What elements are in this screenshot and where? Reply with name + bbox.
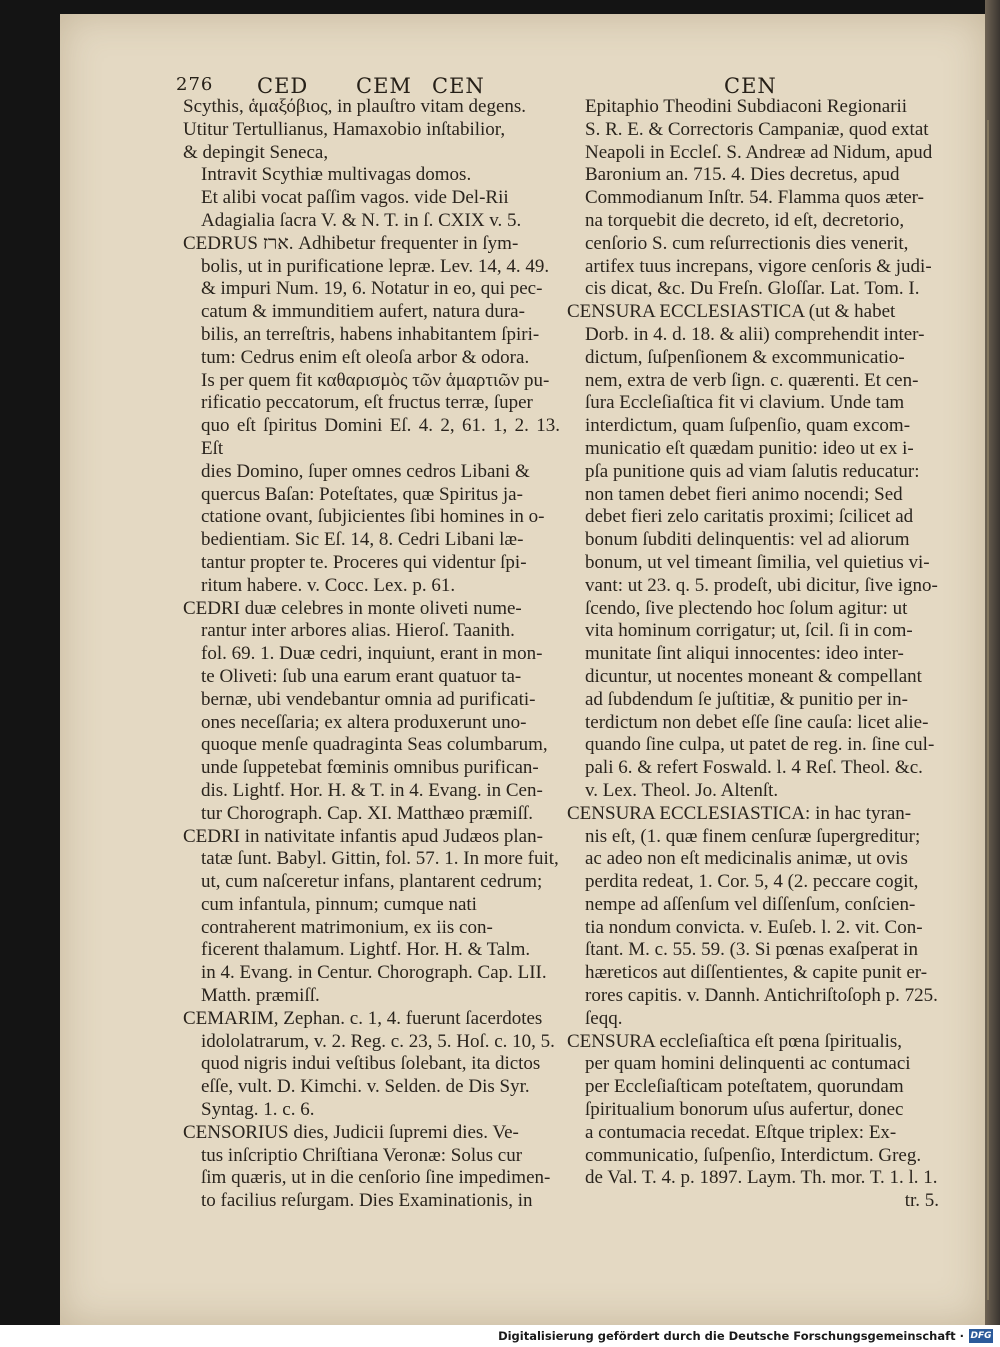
text-line: quod nigris indui veſtibus ſolebant, ita dictos (201, 1053, 541, 1075)
text-line: Matth. præmiſſ. (201, 985, 320, 1007)
text-line: ſtant. M. c. 55. 59. (3. Si pœnas exaſperat in (585, 939, 918, 961)
entry-head-line: CEMARIM, Zephan. c. 1, 4. fuerunt ſacerdotes (183, 1007, 543, 1029)
text-line: rantur inter arbores alias. Hieroſ. Taanith. (201, 620, 515, 642)
text-line: ad ſubdendum ſe juſtitiæ, & punitio per in- (585, 688, 908, 710)
text-line: ctatione ovant, ſubjicientes ſibi homines in o- (201, 506, 545, 528)
digitization-footer (0, 1325, 1000, 1347)
text-line: ſim quæris, ut in die cenſorio ſine impedimen- (201, 1167, 551, 1189)
text-line: rificatio peccatorum, eſt fructus terræ, ſuper (201, 392, 533, 414)
entry-head-line: CENSORIUS dies, Judicii ſupremi dies. Ve- (183, 1121, 519, 1143)
text-line: de Val. T. 4. p. 1897. Laym. Th. mor. T. 1. l. 1. (585, 1167, 938, 1189)
running-head-word: CED (257, 74, 309, 98)
text-line: per Eccleſiaſticam poteſtatem, quorundam (585, 1076, 904, 1098)
text-line: tur Chorograph. Cap. XI. Matthæo præmiſſ. (201, 802, 533, 824)
text-line: vant: ut 23. q. 5. prodeſt, ubi dicitur, ſive igno- (585, 574, 938, 596)
text-line: cum infantula, pinnum; cumque nati (201, 893, 477, 915)
text-line: Commodianum Inſtr. 54. Flamma quos æter- (585, 187, 924, 209)
text-line: communicatio, ſuſpenſio, Interdictum. Greg. (585, 1144, 922, 1166)
text-line: bedientiam. Sic Eſ. 14, 8. Cedri Libani læ- (201, 529, 524, 551)
text-line: terdictum non debet eſſe ſine cauſa: licet alie- (585, 711, 929, 733)
text-line: dictum, ſuſpenſionem & excommunicatio- (585, 346, 905, 368)
text-line: tantur propter te. Proceres qui videntur ſpi- (201, 551, 527, 573)
right-column (567, 96, 939, 1213)
text-line: unde ſuppetebat fœminis omnibus purifican- (201, 757, 539, 779)
text-line: tus inſcriptio Chriſtiana Veronæ: Solus cur (201, 1144, 523, 1166)
text-line: ſcendo, ſive plectendo hoc ſolum agitur: ut (585, 597, 908, 619)
running-head-word: CEN (432, 74, 485, 98)
text-line: contraherent matrimonium, ex iis con- (201, 916, 493, 938)
text-line: Neapoli in Eccleſ. S. Andreæ ad Nidum, apud (585, 141, 933, 163)
text-line: Dorb. in 4. d. 18. & alii) comprehendit inter- (585, 323, 925, 345)
text-line: catum & immunditiem aufert, natura dura- (201, 301, 525, 323)
text-line: bernæ, ubi vendebantur omnia ad purificati- (201, 688, 536, 710)
entry-head-line: CENSURA ECCLESIASTICA: in hac tyran- (567, 802, 912, 824)
text-line: ac adeo non eſt medicinalis animæ, ut ovis (585, 848, 908, 870)
text-line: dicuntur, ut nocentes moneant & compellant (585, 665, 922, 687)
dfg-logo: DFG (970, 1331, 992, 1341)
text-line: & depingit Seneca, (183, 141, 329, 163)
page-edge-line (987, 120, 989, 1300)
text-line: a contumacia recedat. Eſtque triplex: Ex- (585, 1121, 897, 1143)
text-line: S. R. E. & Correctoris Campaniæ, quod extat (585, 118, 929, 140)
text-line: quando ſine culpa, ut patet de reg. in. ſine cul- (585, 734, 935, 756)
text-line: Syntag. 1. c. 6. (201, 1099, 315, 1121)
text-line: dies Domino, ſuper omnes cedros Libani & (201, 460, 530, 482)
text-line: & impuri Num. 19, 6. Notatur in eo, qui pec- (201, 278, 543, 300)
running-head-word: CEM (356, 74, 412, 98)
text-line: bonum, ut vel timeant ſimilia, vel quietius vi- (585, 551, 930, 573)
text-line: in 4. Evang. in Centur. Chorograph. Cap. LII. (201, 962, 547, 984)
text-line: artifex tuus increpans, vigore cenſoris & judi- (585, 255, 932, 277)
text-line: Utitur Tertullianus, Hamaxobio inſtabilior, (183, 118, 506, 140)
running-head-word: CEN (724, 74, 777, 98)
text-line: tia nondum convicta. v. Euſeb. l. 2. vit. Con- (585, 916, 923, 938)
entry-head-line: CEDRUS ארז. Adhibetur frequenter in ſym- (183, 232, 519, 254)
text-line: bilis, an terreſtris, habens inhabitantem ſpiri- (201, 323, 540, 345)
text-line: quo eſt ſpiritus Domini Eſ. 4. 2, 61. 1, 2. 13. Eſt (201, 415, 560, 459)
text-line: debet fieri zelo caritatis proximi; ſcilicet ad (585, 506, 914, 528)
text-line: tatæ ſunt. Babyl. Gittin, fol. 57. 1. In more fuit, (201, 848, 559, 870)
text-line: ſeqq. (585, 1007, 623, 1029)
entry-head-line: CEDRI in nativitate infantis apud Judæos plan- (183, 825, 543, 847)
text-line: v. Lex. Theol. Jo. Altenſt. (585, 779, 779, 801)
text-line: cis dicat, &c. Du Freſn. Gloſſar. Lat. Tom. I. (585, 278, 920, 300)
text-line: ſpiritualium bonorum uſus aufertur, donec (585, 1099, 904, 1121)
text-line: na torquebit die decreto, id eſt, decretorio, (585, 209, 905, 231)
text-line: rores capitis. v. Dannh. Antichriſtoſoph p. 725. (585, 985, 938, 1007)
text-line: quoque menſe quadraginta Seas columbarum, (201, 734, 548, 756)
text-line: perdita redeat, 1. Cor. 5, 4 (2. peccare cogit, (585, 871, 919, 893)
text-line: quercus Baſan: Poteſtates, quæ Spiritus ja- (201, 483, 523, 505)
text-line: ſura Eccleſiaſtica fit vi clavium. Unde tam (585, 392, 905, 414)
text-line: vita hominum corrigatur; ut, ſcil. ſi in com- (585, 620, 913, 642)
text-line: cenſorio S. cum reſurrectionis dies venerit, (585, 232, 909, 254)
text-line: bonum ſubditi delinquentis: vel ad aliorum (585, 529, 910, 551)
entry-head-line: CENSURA ECCLESIASTICA (ut & habet (567, 301, 896, 323)
funding-notice: Digitalisierung gefördert durch die Deutsche Forschungsgemeinschaft · (498, 1329, 964, 1343)
text-line: Adagialia ſacra V. & N. T. in ſ. CXIX v. 5. (201, 209, 522, 231)
text-line: hæreticos aut diſſentientes, & capite punit er- (585, 962, 928, 984)
text-line: pſa punitione quis ad viam ſalutis reducatur: (585, 460, 920, 482)
text-line: tum: Cedrus enim eſt oleoſa arbor & odora. (201, 346, 530, 368)
page-number: 276 (176, 74, 214, 95)
text-line: Baronium an. 715. 4. Dies decretus, apud (585, 164, 900, 186)
text-line: bolis, ut in purificatione lepræ. Lev. 14, 4. 49. (201, 255, 550, 277)
text-line: ut, cum naſceretur infans, plantarent cedrum; (201, 871, 543, 893)
text-line: munitate ſint aliqui innocentes: ideo inter- (585, 643, 904, 665)
text-line: pali 6. & refert Foswald. l. 4 Reſ. Theol. &c. (585, 757, 923, 779)
text-line: nem, extra de verb ſign. c. quærenti. Et cen- (585, 369, 919, 391)
text-line: idololatrarum, v. 2. Reg. c. 23, 5. Hoſ. c. 10, 5. (201, 1030, 555, 1052)
entry-head-line: CEDRI duæ celebres in monte oliveti nume- (183, 597, 522, 619)
text-line: to facilius reſurgam. Dies Examinationis, in (201, 1190, 533, 1212)
text-line: ones neceſſaria; ex altera produxerunt uno- (201, 711, 527, 733)
text-line: interdictum, quam ſuſpenſio, quam excom- (585, 415, 911, 437)
text-line: ficerent thalamum. Lightf. Hor. H. & Talm. (201, 939, 531, 961)
text-line: dis. Lightf. Hor. H. & T. in 4. Evang. in Cen- (201, 779, 543, 801)
left-column (183, 96, 560, 1213)
text-line: non tamen debet fieri animo nocendi; Sed (585, 483, 903, 505)
text-line: per quam homini delinquenti ac contumaci (585, 1053, 911, 1075)
text-line: Is per quem fit καθαρισμὸς τῶν ἁμαρτιῶν pu- (201, 369, 550, 391)
text-line: nempe ad aſſenſum vel diſſenſum, conſcien- (585, 893, 916, 915)
entry-head-line: CENSURA eccleſiaſtica eſt pœna ſpiritualis, (567, 1030, 903, 1052)
text-line: Epitaphio Theodini Subdiaconi Regionarii (585, 96, 908, 117)
text-line: nis eſt, (1. quæ finem cenſuræ ſupergreditur; (585, 825, 921, 847)
catchword-line: tr. 5. (904, 1190, 939, 1212)
text-line: eſſe, vult. D. Kimchi. v. Selden. de Dis Syr. (201, 1076, 530, 1098)
text-line: Intravit Scythiæ multivagas domos. (201, 164, 472, 186)
text-line: Et alibi vocat paſſim vagos. vide Del-Rii (201, 187, 509, 209)
text-line: te Oliveti: ſub una earum erant quatuor ta- (201, 665, 522, 687)
text-line: municatio eſt quædam punitio: ideo ut ex i- (585, 437, 914, 459)
text-line: Scythis, ἁμαξόβιος, in plauſtro vitam degens. (183, 96, 527, 117)
text-line: ritum habere. v. Cocc. Lex. p. 61. (201, 574, 456, 596)
text-line: fol. 69. 1. Duæ cedri, inquiunt, erant in mon- (201, 643, 543, 665)
